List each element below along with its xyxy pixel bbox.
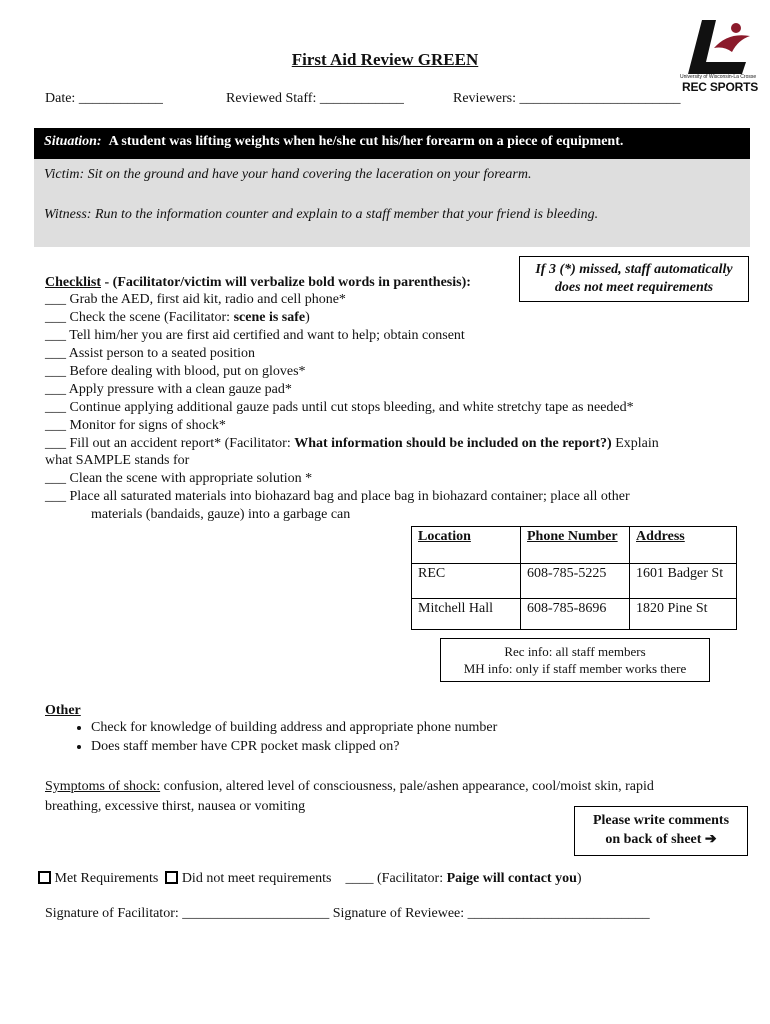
not-met-checkbox[interactable] <box>165 871 178 884</box>
table-cell: 608-785-8696 <box>521 599 630 630</box>
table-header: Address <box>630 527 737 564</box>
checklist-item-continued: materials (bandaids, gauze) into a garbage can <box>91 507 351 522</box>
victim-instructions: Victim: Sit on the ground and have your hand covering the laceration on your forearm. <box>44 167 532 182</box>
checklist-heading <box>45 275 471 291</box>
checklist-item: ___ Check the scene (Facilitator: scene is safe) <box>45 310 310 325</box>
rec-sports-logo <box>676 18 758 96</box>
info-line-2: MH info: only if staff member works there <box>463 661 687 676</box>
roles-panel <box>34 159 750 247</box>
other-heading: Other <box>45 703 81 718</box>
checklist-item: ___ Apply pressure with a clean gauze pad* <box>45 382 292 397</box>
uwl-logo-icon <box>676 18 758 78</box>
table-row <box>412 599 737 630</box>
reviewee-signature-field[interactable]: Signature of Reviewee: __________________________ <box>332 906 650 921</box>
logo-name: REC SPORTS <box>682 80 759 94</box>
checklist-item: ___ Place all saturated materials into biohazard bag and place bag in biohazard container; place all other <box>45 489 630 504</box>
table-cell: 1601 Badger St <box>630 564 737 599</box>
checklist-item: ___ Continue applying additional gauze pads until cut stops bleeding, and white stretchy tape as needed* <box>45 400 634 415</box>
comments-line-1: Please write comments <box>592 813 730 828</box>
table-cell: REC <box>412 564 521 599</box>
checklist-item: ___ Fill out an accident report* (Facilitator: What information should be included on the report?) Explain <box>45 436 659 451</box>
situation-bar <box>34 128 750 159</box>
situation-text: A student was lifting weights when he/she cut his/her forearm on a piece of equipment. <box>108 134 624 149</box>
result-row <box>38 871 582 887</box>
checklist-item: ___ Before dealing with blood, put on gloves* <box>45 364 306 379</box>
checklist-item: ___ Assist person to a seated position <box>45 346 255 361</box>
location-table <box>411 526 737 630</box>
table-cell: 1820 Pine St <box>630 599 737 630</box>
info-box <box>440 638 710 682</box>
table-row <box>412 564 737 599</box>
table-header: Phone Number <box>521 527 630 564</box>
reviewed-staff-field: Reviewed Staff: ____________ <box>226 91 404 106</box>
table-cell: 608-785-5225 <box>521 564 630 599</box>
shock-symptoms-continued: breathing, excessive thirst, nausea or vomiting <box>45 799 306 814</box>
situation-label: Situation: <box>44 134 102 149</box>
facilitator-signature-field[interactable]: Signature of Facilitator: _____________________ <box>45 906 330 921</box>
warning-line-2: does not meet requirements <box>554 280 714 295</box>
met-requirements-checkbox[interactable] <box>38 871 51 884</box>
not-met-label: Did not meet requirements <box>181 871 332 886</box>
logo-university: University of Wisconsin-La Crosse <box>680 74 757 80</box>
checklist-item: ___ Grab the AED, first aid kit, radio and cell phone* <box>45 292 346 307</box>
checklist-item-continued: what SAMPLE stands for <box>45 453 190 468</box>
checklist-item: ___ Tell him/her you are first aid certified and want to help; obtain consent <box>45 328 465 343</box>
met-requirements-label: Met Requirements <box>54 871 159 886</box>
reviewers-field: Reviewers: _______________________ <box>453 91 681 106</box>
comments-line-2: on back of sheet ➔ <box>605 832 717 847</box>
list-item: • Does staff member have CPR pocket mask clipped on? <box>91 737 497 756</box>
date-field: Date: ____________ <box>45 91 163 106</box>
checklist-note: - (Facilitator/victim will verbalize bold words in parenthesis): <box>101 275 471 290</box>
comments-box <box>574 806 748 856</box>
warning-box <box>519 256 749 302</box>
list-item: • Check for knowledge of building address and appropriate phone number <box>91 718 497 737</box>
facilitator-note: ____ (Facilitator: Paige will contact you) <box>345 871 582 886</box>
shock-symptoms <box>45 777 735 797</box>
witness-instructions: Witness: Run to the information counter and explain to a staff member that your friend is bleeding. <box>44 207 599 222</box>
checklist-title: Checklist <box>45 275 101 290</box>
page-title: First Aid Review GREEN <box>291 50 479 69</box>
table-cell: Mitchell Hall <box>412 599 521 630</box>
signatures-row <box>45 906 650 922</box>
shock-label: Symptoms of shock: <box>45 779 161 794</box>
warning-line-1: If 3 (*) missed, staff automatically <box>535 262 733 277</box>
other-list <box>45 718 497 756</box>
checklist-item: ___ Monitor for signs of shock* <box>45 418 226 433</box>
shock-text: confusion, altered level of consciousness, pale/ashen appearance, cool/moist skin, rapid <box>160 779 654 794</box>
table-header: Location <box>412 527 521 564</box>
info-line-1: Rec info: all staff members <box>504 644 646 659</box>
checklist-item: ___ Clean the scene with appropriate solution * <box>45 471 313 486</box>
table-header-row <box>412 527 737 564</box>
